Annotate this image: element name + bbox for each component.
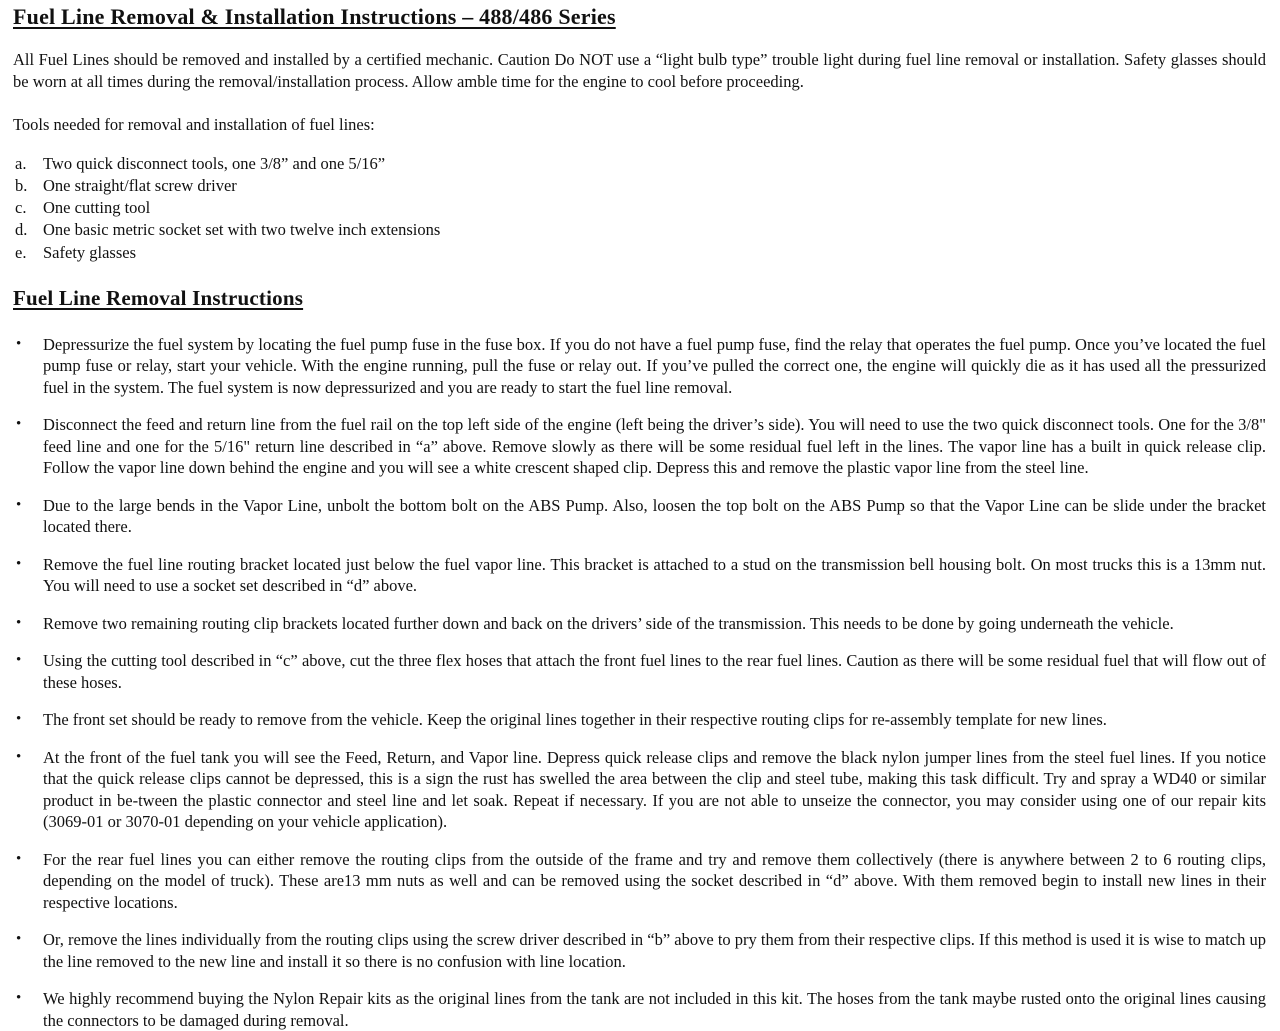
removal-step-text: The front set should be ready to remove from the vehicle. Keep the original lines together in their respective routing clips for re-assembly template for new lines. (43, 710, 1107, 730)
removal-step (13, 414, 1266, 479)
removal-step-text: Disconnect the feed and return line from the fuel rail on the top left side of the engine (left being the driver’s side). You will need to use the two quick disconnect tools. One for the 3/8" feed line and one for the 5/16" return line described in “a” above. Remove slowly as there will be some residual fuel left in the lines. The vapor line has a built in quick release clip. Follow the vapor line down behind the engine and you will see a white crescent shaped clip. Depress this and remove the plastic vapor line from the steel line. (43, 415, 1266, 478)
bullet-icon: • (16, 416, 22, 433)
bullet-icon: • (16, 335, 22, 352)
bullet-icon: • (16, 496, 22, 513)
tool-item-text: Safety glasses (43, 242, 137, 262)
tool-item-marker: e. (15, 242, 27, 262)
bullet-icon: • (16, 931, 22, 948)
bullet-icon: • (16, 614, 22, 631)
removal-instructions-heading: Fuel Line Removal Instructions (13, 285, 304, 310)
tool-item-text: One cutting tool (43, 198, 151, 218)
removal-step (13, 988, 1266, 1031)
removal-steps-list (13, 334, 1266, 1031)
bullet-icon: • (16, 748, 22, 765)
tool-item-marker: d. (15, 220, 28, 240)
removal-step (13, 495, 1266, 538)
bullet-icon: • (16, 850, 22, 867)
removal-step (13, 334, 1266, 399)
tool-item-text: One straight/flat screw driver (43, 175, 237, 195)
bullet-icon: • (16, 711, 22, 728)
tool-item (13, 219, 1266, 241)
tool-item (13, 175, 1266, 197)
bullet-icon: • (16, 652, 22, 669)
removal-step (13, 929, 1266, 972)
bullet-icon: • (16, 990, 22, 1007)
removal-step-text: Or, remove the lines individually from the routing clips using the screw driver described in “b” above to pry them from their respective clips. If this method is used it is wise to match up the line removed to the new line and install it so there is no confusion with line location. (43, 930, 1266, 971)
tool-item (13, 242, 1266, 264)
document-title: Fuel Line Removal & Installation Instructions – 488/486 Series (13, 4, 616, 29)
tool-item (13, 153, 1266, 175)
bullet-icon: • (16, 555, 22, 572)
removal-step-text: At the front of the fuel tank you will see the Feed, Return, and Vapor line. Depress quick release clips and remove the black nylon jumper lines from the steel fuel lines. If you notice that the quick release clips cannot be depressed, this is a sign the rust has swelled the area between the clip and steel tube, making this task difficult. Try and spray a WD40 or similar product in be-tween the plastic connector and steel line and let soak. Repeat if necessary. If you are not able to unseize the connector, you may consider using one of our repair kits (3069-01 or 3070-01 depending on your vehicle application). (43, 747, 1266, 832)
tool-item-text: One basic metric socket set with two twelve inch extensions (43, 220, 441, 240)
tool-item-marker: b. (15, 175, 28, 195)
tools-list (13, 153, 1266, 264)
removal-step-text: Depressurize the fuel system by locating the fuel pump fuse in the fuse box. If you do not have a fuel pump fuse, find the relay that operates the fuel pump. Once you’ve located the fuel pump fuse or relay, start your vehicle. With the engine running, pull the fuse or relay out. If you’ve pulled the correct one, the engine will quickly die as it has used all the pressurized fuel in the system. The fuel system is now depressurized and you are ready to start the fuel line removal. (43, 334, 1266, 397)
removal-step-text: Remove the fuel line routing bracket located just below the fuel vapor line. This bracket is attached to a stud on the transmission bell housing bolt. On most trucks this is a 13mm nut. You will need to use a socket set described in “d” above. (43, 554, 1266, 596)
removal-step (13, 613, 1266, 635)
removal-step (13, 554, 1266, 597)
removal-step (13, 709, 1266, 731)
tool-item-text: Two quick disconnect tools, one 3/8” and one 5/16” (43, 153, 386, 173)
removal-step-text: For the rear fuel lines you can either remove the routing clips from the outside of the frame and try and remove them collectively (there is anywhere between 2 to 6 routing clips, depending on the model of truck). These are13 mm nuts as well and can be removed using the socket described in “d” above. With them removed begin to install new lines in their respective locations. (43, 849, 1266, 912)
tools-intro-line: Tools needed for removal and installation of fuel lines: (13, 115, 375, 134)
removal-step-text: Due to the large bends in the Vapor Line, unbolt the bottom bolt on the ABS Pump. Also, loosen the top bolt on the ABS Pump so that the Vapor Line can be slide under the bracket located there. (43, 495, 1266, 537)
tool-item-marker: c. (15, 198, 27, 218)
removal-step (13, 747, 1266, 833)
tool-item-marker: a. (15, 153, 27, 173)
tool-item (13, 197, 1266, 219)
removal-step-text: Using the cutting tool described in “c” above, cut the three flex hoses that attach the front fuel lines to the rear fuel lines. Caution as there will be some residual fuel that will flow out of these hoses. (43, 651, 1266, 692)
removal-step (13, 650, 1266, 693)
removal-step-text: Remove two remaining routing clip brackets located further down and back on the drivers’ side of the transmission. This needs to be done by going underneath the vehicle. (43, 613, 1174, 633)
removal-step-text: We highly recommend buying the Nylon Repair kits as the original lines from the tank are not included in this kit. The hoses from the tank maybe rusted onto the original lines causing the connectors to be damaged during removal. (43, 989, 1266, 1030)
intro-paragraph: All Fuel Lines should be removed and installed by a certified mechanic. Caution Do NOT use a “light bulb type” trouble light during fuel line removal or installation. Safety glasses should be worn at all times during the removal/installation process. Allow amble time for the engine to cool before proceeding. (13, 50, 1266, 91)
removal-step (13, 849, 1266, 914)
